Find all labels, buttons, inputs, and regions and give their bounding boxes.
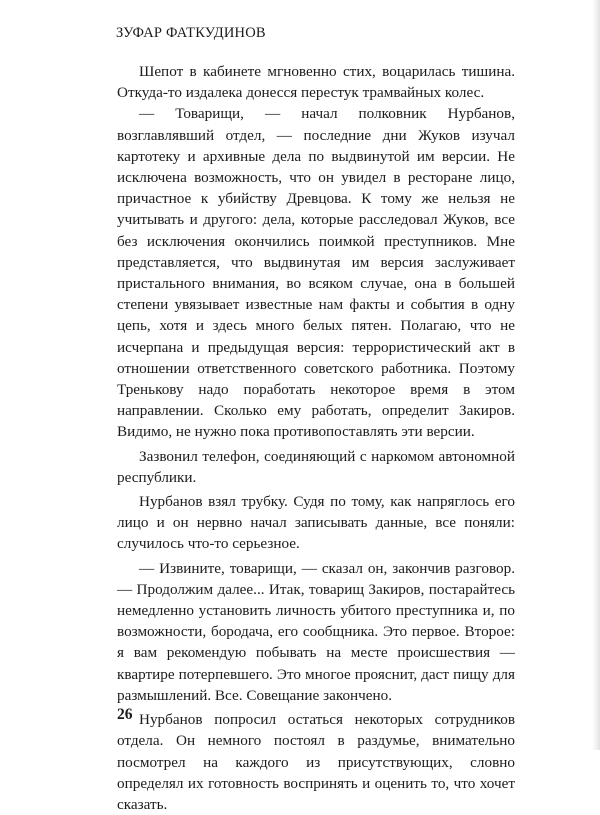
body-text [117, 61, 515, 815]
page-number: 26 [117, 706, 133, 723]
running-header: ЗУФАР ФАТКУДИНОВ [116, 25, 266, 41]
paragraph: Нурбанов попросил остаться некоторых сотрудников отдела. Он немного постоял в раздумье, внимательно посмотрел на каждого из присутствующих, словно определял их готовность воспринять и оценить то, что хочет сказать. [117, 711, 515, 813]
paragraph: Нурбанов взял трубку. Судя по тому, как напряглось его лицо и он нервно начал записывать данные, все поняли: случилось что-то серьезное. [117, 493, 515, 553]
paragraph: Шепот в кабинете мгновенно стих, воцарилась тишина. Откуда-то издалека донесся перестук трамвайных колес. [117, 63, 515, 102]
paragraph: — Товарищи, — начал полковник Нурбанов, возглавлявший отдел, — последние дни Жуков изучал картотеку и архивные дела по выдвинутой им версии. Не исключена возможность, что он увидел в ресторане лицо, причастное к убийству Древцова. К тому же нельзя не учитывать и другого: дела, которые расследовал Жуков, все без исключения окончились поимкой преступников. Мне представляется, что выдвинутая им версия заслуживает пристального внимания, во всяком случае, она в большей степени увязывает известные нам факты и события в одну цепь, хотя и здесь много белых пятен. Полагаю, что не исчерпана и предыдущая версия: террористический акт в отношении ответственного советского работника. Поэтому Тренькову надо поработать некоторое время в этом направлении. Сколько ему работать, определит Закиров. Видимо, не нужно пока противопоставлять эти версии. [117, 105, 515, 441]
page-edge-shadow [592, 0, 600, 750]
paragraph: Зазвонил телефон, соединяющий с наркомом автономной республики. [117, 447, 515, 486]
paragraph: — Извините, товарищи, — сказал он, закончив разговор. — Продолжим далее... Итак, товарищ Закиров, постарайтесь немедленно установить личность убитого преступника и, по возможности, бородача, его сообщника. Это первое. Второе: я вам рекомендую побывать на месте происшествия — квартире потерпевшего. Это многое прояснит, даст пищу для размышлений. Все. Совещание закончено. [117, 559, 515, 704]
